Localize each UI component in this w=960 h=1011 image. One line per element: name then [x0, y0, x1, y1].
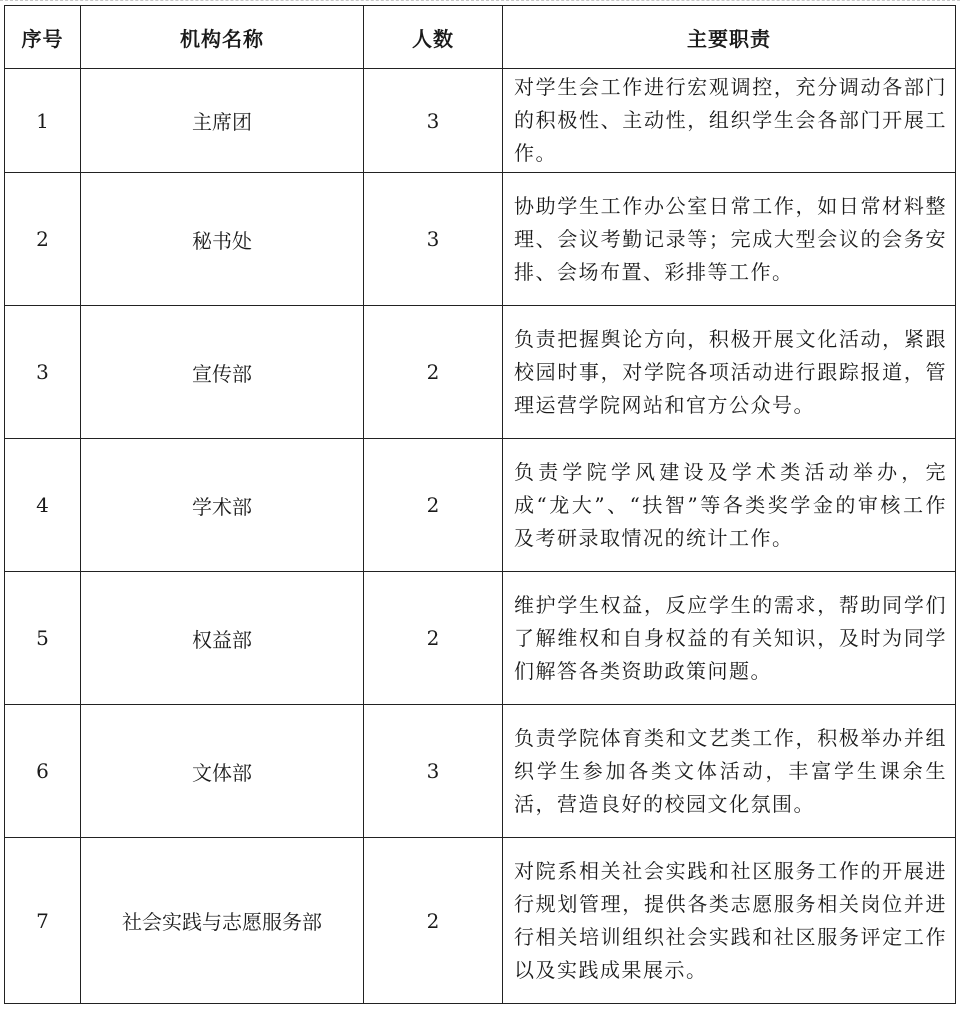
header-name: 机构名称: [81, 6, 364, 69]
cell-count: 2: [364, 306, 503, 439]
cell-duty: 负责把握舆论方向，积极开展文化活动，紧跟校园时事，对学院各项活动进行跟踪报道，管理运营学院网站和官方公众号。: [503, 306, 956, 439]
table-row: [5, 705, 956, 838]
cell-count: 2: [364, 838, 503, 1004]
cell-index: 3: [5, 306, 81, 439]
cell-name: 权益部: [81, 572, 364, 705]
page-top-border: [0, 0, 960, 1]
cell-duty: 对院系相关社会实践和社区服务工作的开展进行规划管理，提供各类志愿服务相关岗位并进行相关培训组织社会实践和社区服务评定工作以及实践成果展示。: [503, 838, 956, 1004]
table-row: [5, 69, 956, 173]
table-row: [5, 439, 956, 572]
cell-name: 宣传部: [81, 306, 364, 439]
cell-duty: 对学生会工作进行宏观调控，充分调动各部门的积极性、主动性，组织学生会各部门开展工作。: [503, 69, 956, 173]
header-duty: 主要职责: [503, 6, 956, 69]
cell-name: 文体部: [81, 705, 364, 838]
cell-index: 6: [5, 705, 81, 838]
cell-duty: 负责学院学风建设及学术类活动举办，完成“龙大”、“扶智”等各类奖学金的审核工作及考研录取情况的统计工作。: [503, 439, 956, 572]
header-index: 序号: [5, 6, 81, 69]
cell-duty: 协助学生工作办公室日常工作，如日常材料整理、会议考勤记录等；完成大型会议的会务安排、会场布置、彩排等工作。: [503, 173, 956, 306]
table-header-row: [5, 6, 956, 69]
cell-index: 2: [5, 173, 81, 306]
cell-index: 1: [5, 69, 81, 173]
header-count: 人数: [364, 6, 503, 69]
table-row: [5, 838, 956, 1004]
cell-name: 秘书处: [81, 173, 364, 306]
cell-count: 3: [364, 173, 503, 306]
organization-table: [4, 5, 956, 1004]
cell-index: 5: [5, 572, 81, 705]
cell-index: 4: [5, 439, 81, 572]
cell-name: 主席团: [81, 69, 364, 173]
table-row: [5, 173, 956, 306]
cell-count: 2: [364, 439, 503, 572]
cell-index: 7: [5, 838, 81, 1004]
cell-duty: 负责学院体育类和文艺类工作，积极举办并组织学生参加各类文体活动，丰富学生课余生活，营造良好的校园文化氛围。: [503, 705, 956, 838]
cell-count: 3: [364, 69, 503, 173]
cell-count: 2: [364, 572, 503, 705]
table-row: [5, 306, 956, 439]
cell-duty: 维护学生权益，反应学生的需求，帮助同学们了解维权和自身权益的有关知识，及时为同学们解答各类资助政策问题。: [503, 572, 956, 705]
table-row: [5, 572, 956, 705]
cell-name: 学术部: [81, 439, 364, 572]
cell-name: 社会实践与志愿服务部: [81, 838, 364, 1004]
cell-count: 3: [364, 705, 503, 838]
